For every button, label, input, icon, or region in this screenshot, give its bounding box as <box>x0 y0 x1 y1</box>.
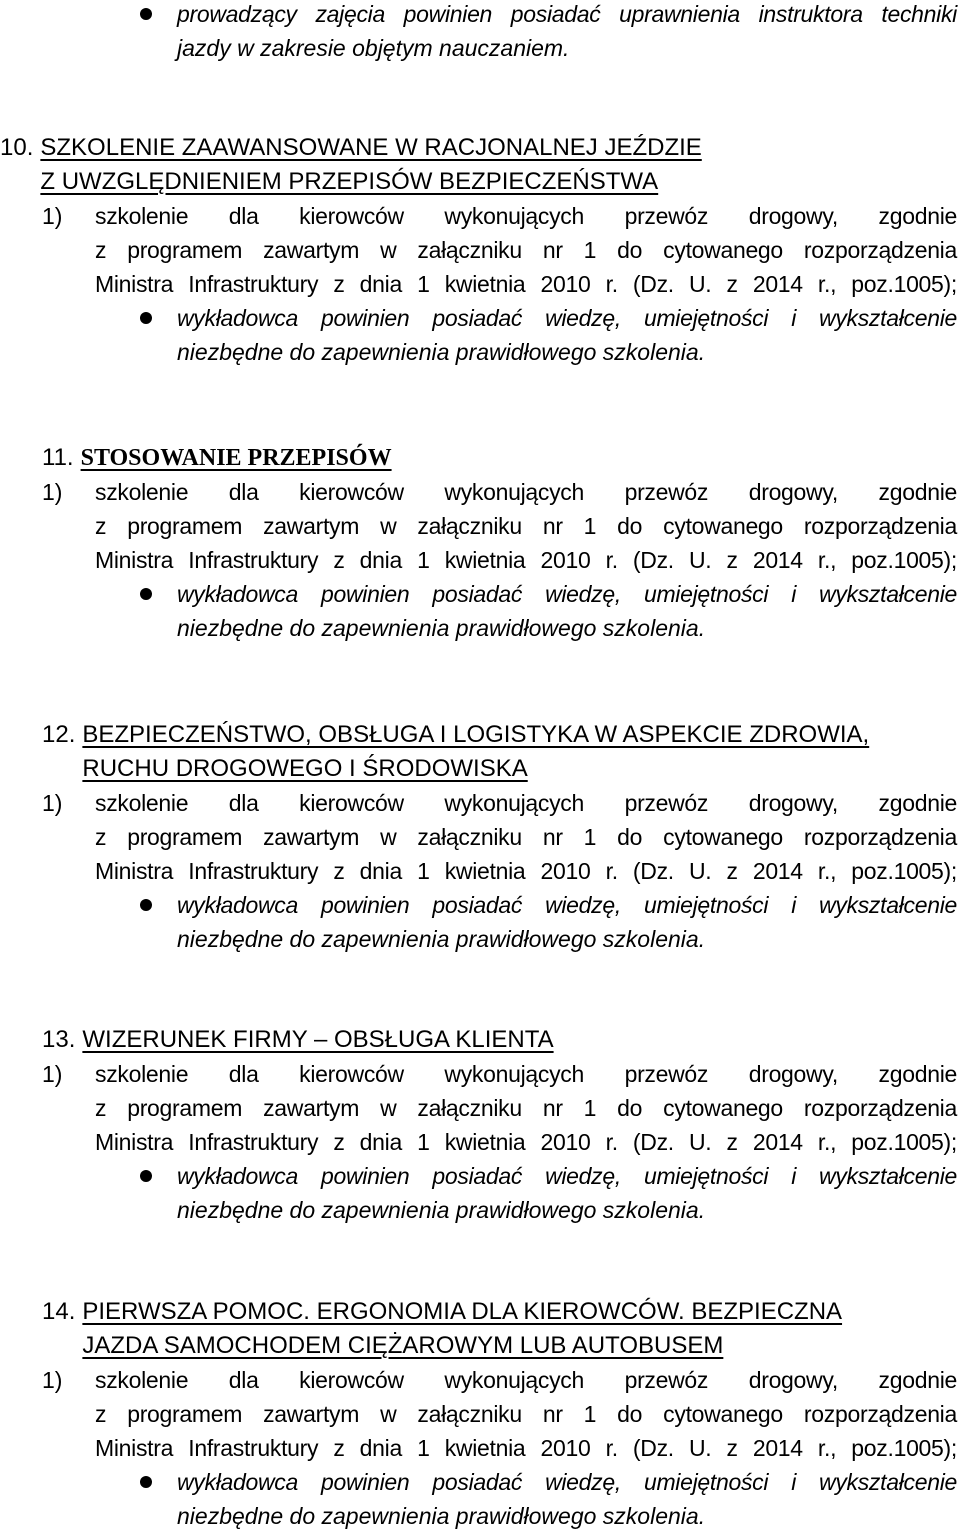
section-title-line: SZKOLENIE ZAAWANSOWANE W RACJONALNEJ JEŹDZIE <box>40 134 702 161</box>
intro-bullet-text: prowadzący zajęcia powinien posiadać uprawnienia instruktora techniki <box>177 1 957 27</box>
bullet-text: wykładowca powinien posiadać wiedzę, umiejętności i wykształcenie <box>177 581 957 607</box>
item-text: szkolenie dla kierowców wykonujących przewóz drogowy, zgodnie <box>95 479 957 505</box>
bullet-text: niezbędne do zapewnienia prawidłowego szkolenia. <box>177 339 706 365</box>
item-text: szkolenie dla kierowców wykonujących przewóz drogowy, zgodnie <box>95 203 957 229</box>
item-number: 1) <box>42 790 63 816</box>
bullet-icon <box>140 1476 152 1488</box>
section-number: 13. <box>42 1026 76 1053</box>
bullet-icon <box>140 8 152 20</box>
section-heading <box>42 441 392 475</box>
section-number: 11. <box>42 444 74 471</box>
section-heading <box>42 718 869 786</box>
bullet-text: niezbędne do zapewnienia prawidłowego szkolenia. <box>177 615 706 641</box>
bullet-text: niezbędne do zapewnienia prawidłowego szkolenia. <box>177 1197 706 1223</box>
section-title-line: BEZPIECZEŃSTWO, OBSŁUGA I LOGISTYKA W ASPEKCIE ZDROWIA, <box>82 721 870 748</box>
section-number: 10. <box>0 134 34 161</box>
bullet-text: wykładowca powinien posiadać wiedzę, umiejętności i wykształcenie <box>177 305 957 331</box>
section-number: 12. <box>42 721 76 748</box>
section-title-line: Z UWZGLĘDNIENIEM PRZEPISÓW BEZPIECZEŃSTWA <box>40 168 659 195</box>
item-text: szkolenie dla kierowców wykonujących przewóz drogowy, zgodnie <box>95 1367 957 1393</box>
bullet-icon <box>140 588 152 600</box>
item-text: Ministra Infrastruktury z dnia 1 kwietnia 2010 r. (Dz. U. z 2014 r., poz.1005); <box>95 547 957 573</box>
section-heading <box>0 131 702 199</box>
item-text: Ministra Infrastruktury z dnia 1 kwietnia 2010 r. (Dz. U. z 2014 r., poz.1005); <box>95 1435 957 1461</box>
bullet-text: niezbędne do zapewnienia prawidłowego szkolenia. <box>177 1503 706 1529</box>
item-number: 1) <box>42 479 63 505</box>
item-text: szkolenie dla kierowców wykonujących przewóz drogowy, zgodnie <box>95 790 957 816</box>
section-title <box>81 441 392 475</box>
item-text: szkolenie dla kierowców wykonujących przewóz drogowy, zgodnie <box>95 1061 957 1087</box>
item-text: z programem zawartym w załączniku nr 1 do cytowanego rozporządzenia <box>95 1401 957 1427</box>
section-title-line: WIZERUNEK FIRMY – OBSŁUGA KLIENTA <box>82 1026 554 1053</box>
item-text: z programem zawartym w załączniku nr 1 do cytowanego rozporządzenia <box>95 513 957 539</box>
section-title <box>82 718 869 786</box>
item-text: z programem zawartym w załączniku nr 1 do cytowanego rozporządzenia <box>95 824 957 850</box>
item-text: z programem zawartym w załączniku nr 1 do cytowanego rozporządzenia <box>95 1095 957 1121</box>
intro-bullet-text: jazdy w zakresie objętym nauczaniem. <box>177 35 570 61</box>
section-number: 14. <box>42 1298 76 1325</box>
section-title <box>82 1023 553 1057</box>
section-heading <box>42 1023 554 1057</box>
section-title <box>82 1295 842 1363</box>
item-text: Ministra Infrastruktury z dnia 1 kwietnia 2010 r. (Dz. U. z 2014 r., poz.1005); <box>95 271 957 297</box>
item-number: 1) <box>42 1061 63 1087</box>
bullet-icon <box>140 312 152 324</box>
section-title <box>40 131 701 199</box>
item-number: 1) <box>42 203 63 229</box>
section-title-line: RUCHU DROGOWEGO I ŚRODOWISKA <box>82 755 528 782</box>
item-text: Ministra Infrastruktury z dnia 1 kwietnia 2010 r. (Dz. U. z 2014 r., poz.1005); <box>95 858 957 884</box>
bullet-icon <box>140 1170 152 1182</box>
bullet-text: wykładowca powinien posiadać wiedzę, umiejętności i wykształcenie <box>177 1163 957 1189</box>
section-heading <box>42 1295 842 1363</box>
section-title-line: PIERWSZA POMOC. ERGONOMIA DLA KIEROWCÓW. BEZPIECZNA <box>82 1298 843 1325</box>
section-title-line: STOSOWANIE PRZEPISÓW <box>80 445 392 471</box>
item-text: Ministra Infrastruktury z dnia 1 kwietnia 2010 r. (Dz. U. z 2014 r., poz.1005); <box>95 1129 957 1155</box>
item-number: 1) <box>42 1367 63 1393</box>
bullet-text: wykładowca powinien posiadać wiedzę, umiejętności i wykształcenie <box>177 892 957 918</box>
bullet-text: niezbędne do zapewnienia prawidłowego szkolenia. <box>177 926 706 952</box>
item-text: z programem zawartym w załączniku nr 1 do cytowanego rozporządzenia <box>95 237 957 263</box>
bullet-icon <box>140 899 152 911</box>
bullet-text: wykładowca powinien posiadać wiedzę, umiejętności i wykształcenie <box>177 1469 957 1495</box>
section-title-line: JAZDA SAMOCHODEM CIĘŻAROWYM LUB AUTOBUSEM <box>82 1332 724 1359</box>
